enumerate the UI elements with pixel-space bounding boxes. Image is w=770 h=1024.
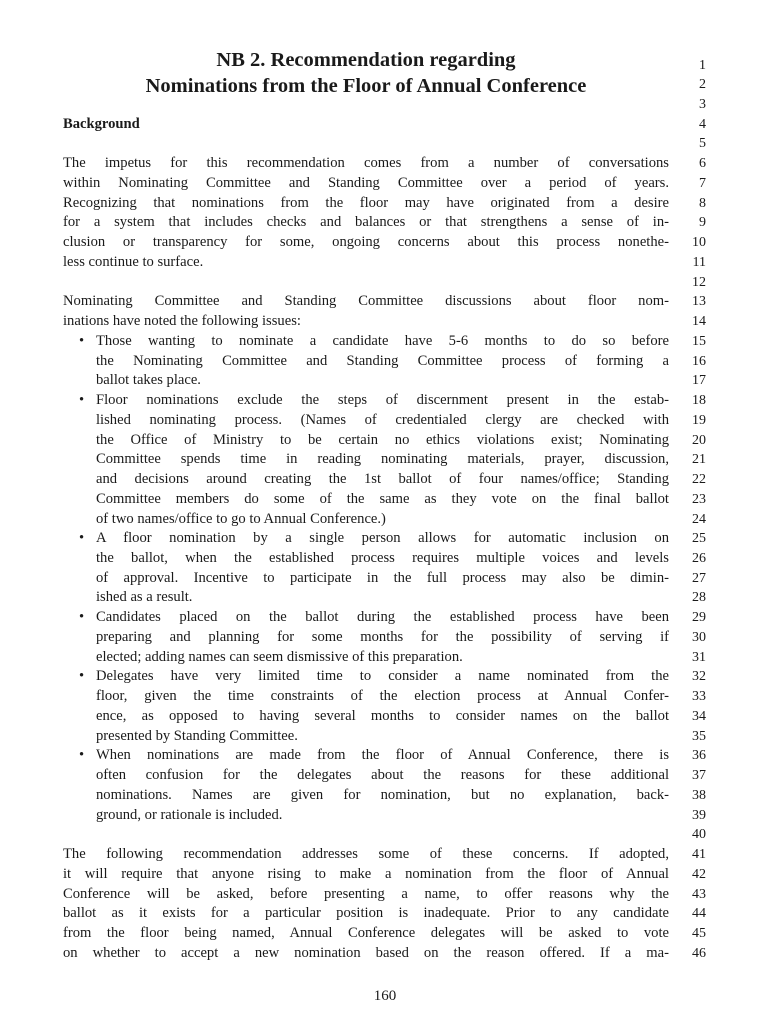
- line-number: 7: [699, 176, 706, 191]
- line-number: 1: [699, 58, 706, 73]
- bullet-item-line: lished nominating process. (Names of credentialed clergy are checked with: [96, 412, 669, 428]
- paragraph-3-line: Conference will be asked, before presenting a name, to offer reasons why the: [63, 886, 669, 902]
- title-line-2: Nominations from the Floor of Annual Conference: [145, 75, 587, 97]
- line-number: 44: [692, 906, 706, 921]
- bullet-item-line: the Nominating Committee and Standing Committee process of forming a: [96, 353, 669, 369]
- bullet-icon: •: [79, 392, 85, 408]
- line-number: 40: [692, 827, 706, 842]
- line-number: 28: [692, 590, 706, 605]
- bullet-item-line: • Floor nominations exclude the steps of discernment present in the estab-: [79, 392, 669, 408]
- line-number: 32: [692, 669, 706, 684]
- line-number: 8: [699, 196, 706, 211]
- bullet-item-line: floor, given the time constraints of the election process at Annual Confer-: [96, 688, 669, 704]
- line-number: 3: [699, 97, 706, 112]
- line-number: 39: [692, 808, 706, 823]
- title-line-1: NB 2. Recommendation regarding: [216, 49, 516, 71]
- bullet-item-line: • A floor nomination by a single person allows for automatic inclusion on: [79, 530, 669, 546]
- paragraph-1-line: The impetus for this recommendation comes from a number of conversations: [63, 155, 669, 171]
- line-number: 45: [692, 926, 706, 941]
- line-number: 36: [692, 748, 706, 763]
- line-number: 34: [692, 709, 706, 724]
- line-number: 23: [692, 492, 706, 507]
- line-number: 27: [692, 571, 706, 586]
- paragraph-3-line: it will require that anyone rising to make a nomination from the floor of Annual: [63, 866, 669, 882]
- line-number: 5: [699, 136, 706, 151]
- paragraph-1-line: within Nominating Committee and Standing Committee over a period of years.: [63, 175, 669, 191]
- line-number: 42: [692, 867, 706, 882]
- line-number: 6: [699, 156, 706, 171]
- line-number: 12: [692, 275, 706, 290]
- bullet-item-line: the ballot, when the established process requires multiple voices and levels: [96, 550, 669, 566]
- line-number: 10: [692, 235, 706, 250]
- paragraph-3-line: ballot as it exists for a particular position is inadequate. Prior to any candidate: [63, 905, 669, 921]
- paragraph-3-line: from the floor being named, Annual Conference delegates will be asked to vote: [63, 925, 669, 941]
- bullet-item-line: elected; adding names can seem dismissive of this preparation.: [96, 649, 463, 665]
- bullet-item-line: • When nominations are made from the floor of Annual Conference, there is: [79, 747, 669, 763]
- bullet-icon: •: [79, 530, 85, 546]
- line-number: 4: [699, 117, 706, 132]
- bullet-icon: •: [79, 609, 85, 625]
- bullet-item-line: Committee members do some of the same as they vote on the final ballot: [96, 491, 669, 507]
- section-heading: Background: [63, 116, 140, 132]
- bullet-item-line: ished as a result.: [96, 589, 193, 605]
- paragraph-1-line: Recognizing that nominations from the floor may have originated from a desire: [63, 195, 669, 211]
- line-number: 15: [692, 334, 706, 349]
- line-number: 31: [692, 650, 706, 665]
- bullet-item-line: ence, as opposed to having several months to consider names on the ballot: [96, 708, 669, 724]
- bullet-item-line: • Candidates placed on the ballot during the established process have been: [79, 609, 669, 625]
- paragraph-1-line: clusion or transparency for some, ongoing concerns about this process nonethe-: [63, 234, 669, 250]
- bullet-icon: •: [79, 333, 85, 349]
- line-number: 16: [692, 354, 706, 369]
- bullet-item-line: • Delegates have very limited time to consider a name nominated from the: [79, 668, 669, 684]
- line-number: 11: [692, 255, 706, 270]
- line-number: 30: [692, 630, 706, 645]
- paragraph-2-line: Nominating Committee and Standing Committee discussions about floor nom-: [63, 293, 669, 309]
- line-number: 2: [699, 77, 706, 92]
- line-number: 17: [692, 373, 706, 388]
- bullet-item-line: often confusion for the delegates about the reasons for these additional: [96, 767, 669, 783]
- line-number: 22: [692, 472, 706, 487]
- line-number: 21: [692, 452, 706, 467]
- bullet-icon: •: [79, 747, 85, 763]
- line-number: 19: [692, 413, 706, 428]
- bullet-item-line: ballot takes place.: [96, 372, 201, 388]
- bullet-icon: •: [79, 668, 85, 684]
- bullet-item-line: preparing and planning for some months for the possibility of serving if: [96, 629, 669, 645]
- line-number: 26: [692, 551, 706, 566]
- line-number: 9: [699, 215, 706, 230]
- line-number: 46: [692, 946, 706, 961]
- line-number: 25: [692, 531, 706, 546]
- line-number: 14: [692, 314, 706, 329]
- line-number: 35: [692, 729, 706, 744]
- bullet-item-line: the Office of Ministry to be certain no ethics violations exist; Nominating: [96, 432, 669, 448]
- bullet-item-line: of approval. Incentive to participate in the full process may also be dimin-: [96, 570, 669, 586]
- bullet-item-line: presented by Standing Committee.: [96, 728, 298, 744]
- line-number: 24: [692, 512, 706, 527]
- line-number: 18: [692, 393, 706, 408]
- page-number: 160: [373, 988, 397, 1004]
- paragraph-1-line: for a system that includes checks and balances or that strengthens a sense of in-: [63, 214, 669, 230]
- paragraph-2-line: inations have noted the following issues:: [63, 313, 301, 329]
- bullet-item-line: and decisions around creating the 1st ballot of four names/office; Standing: [96, 471, 669, 487]
- line-number: 13: [692, 294, 706, 309]
- line-number: 43: [692, 887, 706, 902]
- line-number: 41: [692, 847, 706, 862]
- paragraph-1-line: less continue to surface.: [63, 254, 204, 270]
- line-number: 29: [692, 610, 706, 625]
- line-number: 20: [692, 433, 706, 448]
- line-number: 38: [692, 788, 706, 803]
- line-number: 33: [692, 689, 706, 704]
- paragraph-3-line: The following recommendation addresses some of these concerns. If adopted,: [63, 846, 669, 862]
- bullet-item-line: Committee spends time in reading nominating materials, prayer, discussion,: [96, 451, 669, 467]
- bullet-item-line: nominations. Names are given for nomination, but no explanation, back-: [96, 787, 669, 803]
- bullet-item-line: ground, or rationale is included.: [96, 807, 283, 823]
- paragraph-3-line: on whether to accept a new nomination based on the reason offered. If a ma-: [63, 945, 669, 961]
- line-number: 37: [692, 768, 706, 783]
- bullet-item-line: of two names/office to go to Annual Conference.): [96, 511, 386, 527]
- bullet-item-line: • Those wanting to nominate a candidate have 5-6 months to do so before: [79, 333, 669, 349]
